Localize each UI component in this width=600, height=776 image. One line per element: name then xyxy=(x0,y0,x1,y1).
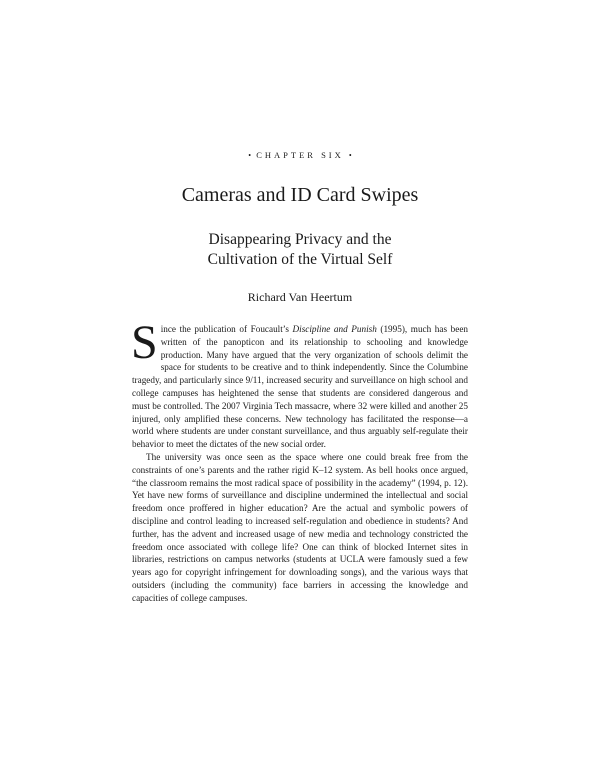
book-title-italic: Discipline and Punish xyxy=(292,324,377,334)
paragraph-1-text-a: ince the publication of Foucault’s xyxy=(160,324,293,334)
paragraph-2: The university was once seen as the space where one could break free from the constraints of one’s parents and the rather rigid K–12 system. As bell hooks once argued, “the classroom remains the most radical space of possibility in the academy” (1994, p. 12). Yet have new forms of surveillance and discipline undermined the intellectual and social freedom once proffered in higher education? Are the actual and symbolic powers of discipline and control leading to increased self-regulation and obedience in students? And further, has the advent and increased usage of new media and technology constricted the freedom once associated with college life? One can think of blocked Internet sites in libraries, restrictions on campus networks (students at UCLA were famously sued a few years ago for copyright infringement for downloading songs), and the various ways that outsiders (including the community) face barriers in accessing the knowledge and capacities of college campuses. xyxy=(132,451,468,603)
chapter-label-text: CHAPTER SIX xyxy=(256,150,344,160)
body-text xyxy=(131,316,468,605)
chapter-label xyxy=(0,150,600,160)
author-name: Richard Van Heertum xyxy=(247,290,353,304)
subtitle-line-1: Disappearing Privacy and the xyxy=(208,231,392,248)
subtitle-line-2: Cultivation of the Virtual Self xyxy=(207,251,393,268)
chapter-subtitle xyxy=(0,230,600,270)
chapter-title: Cameras and ID Card Swipes xyxy=(181,184,419,206)
paragraph-1-text-b: (1995), much has been written of the panopticon and its relationship to schooling and knowledge production. Many have argued that the very organization of schools delimit the space for students to be creative and to think independently. Since the Columbine tragedy, and particularly since 9/11, increased security and surveillance on high school and college campuses has heightened the sense that students are considered dangerous and must be controlled. The 2007 Virginia Tech massacre, where 32 were killed and another 25 injured, only amplified these concerns. New technology has facilitated the response—a world where students are under constant surveillance, and thus arguably self-regulate their behavior to meet the dictates of the new social order. xyxy=(132,324,468,450)
bullet-left: • xyxy=(248,151,252,160)
paragraph-1 xyxy=(131,316,468,451)
bullet-right: • xyxy=(348,151,352,160)
drop-cap: S xyxy=(131,316,158,369)
